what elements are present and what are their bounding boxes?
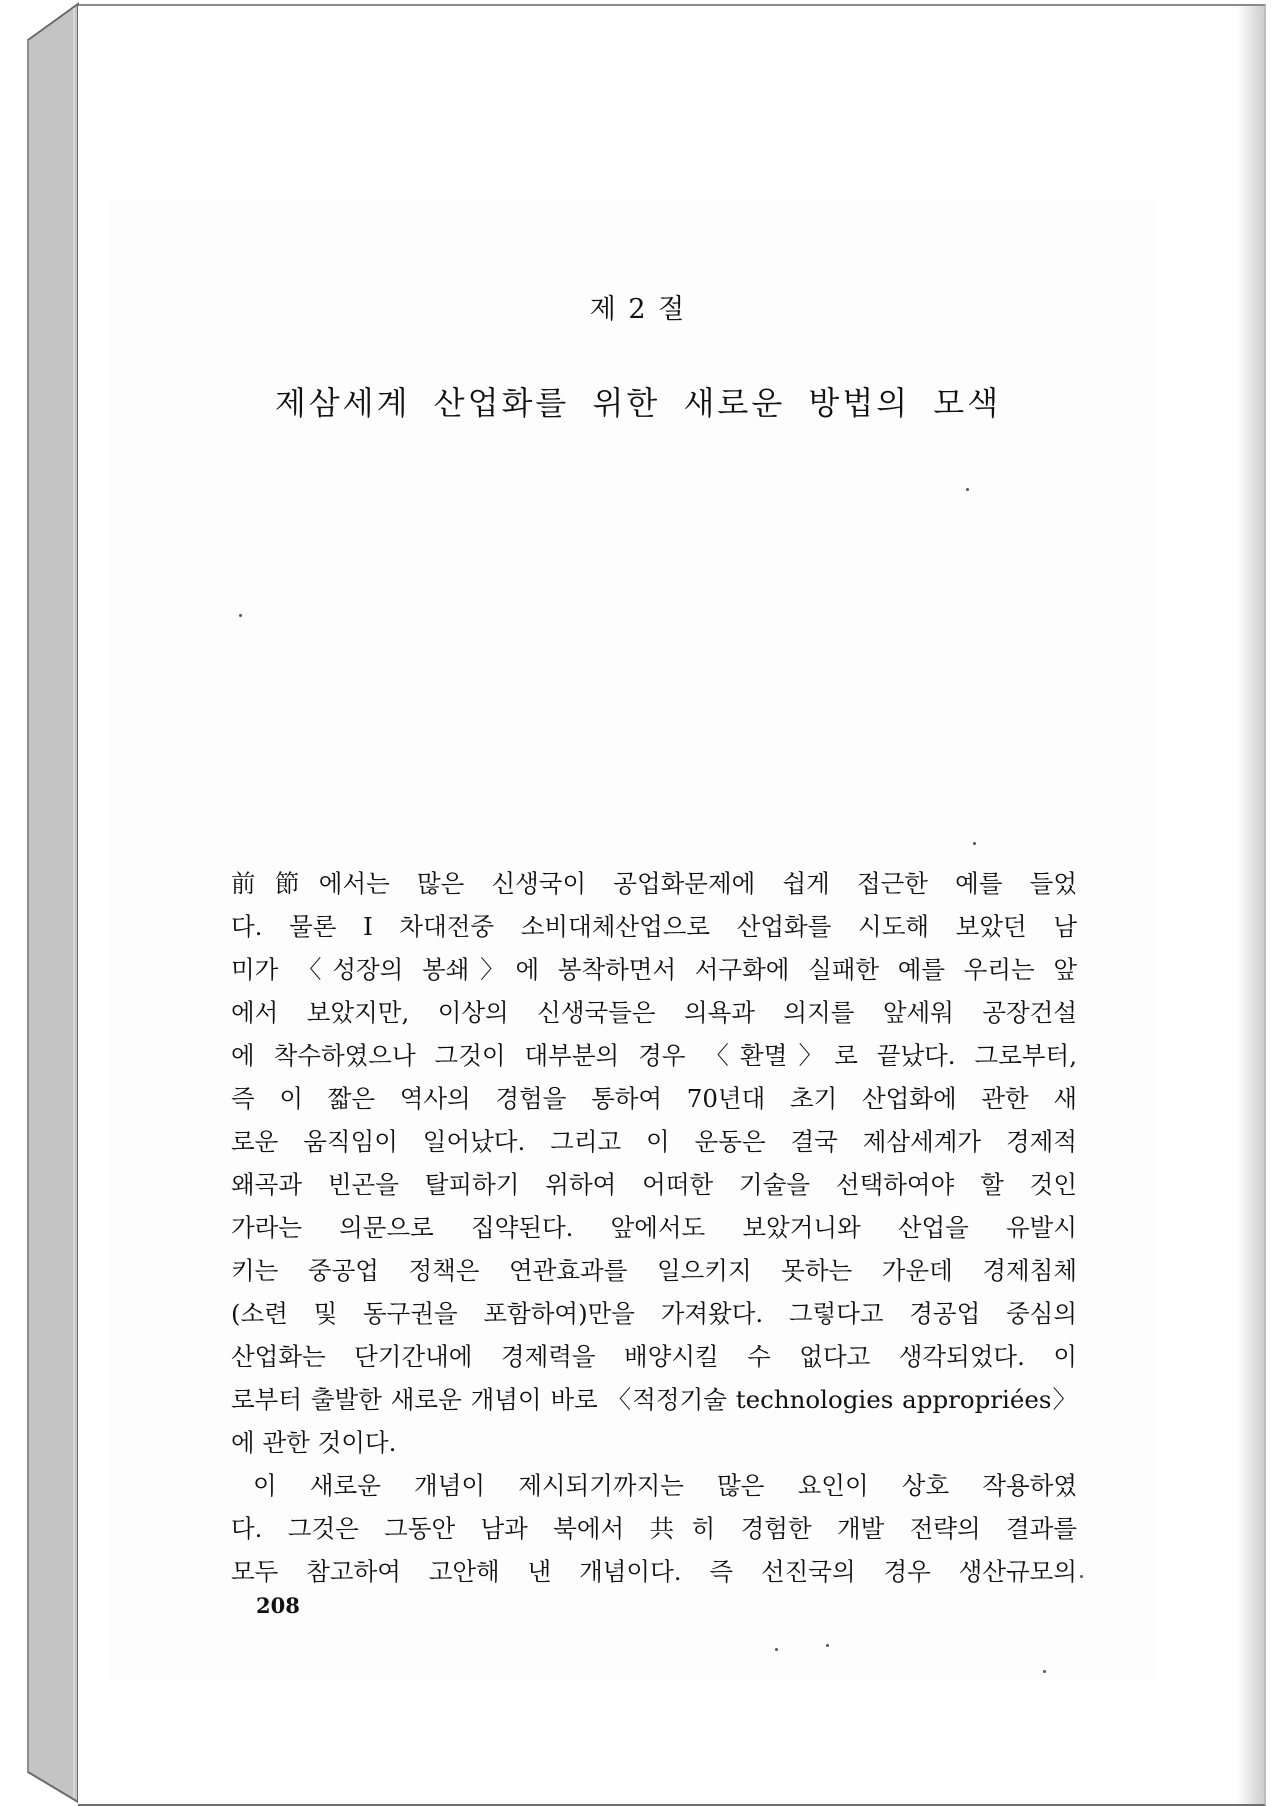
scan-speck <box>1043 1670 1046 1673</box>
text-line: 가라는 의문으로 집약된다. 앞에서도 보았거니와 산업을 유발시 <box>231 1213 1077 1242</box>
scan-speck <box>826 1644 829 1647</box>
text-line: 산업화는 단기간내에 경제력을 배양시킬 수 없다고 생각되었다. 이 <box>231 1342 1077 1371</box>
text-line: 이 새로운 개념이 제시되기까지는 많은 요인이 상호 작용하였 <box>253 1471 1077 1500</box>
text-line: 에 관한 것이다. <box>231 1428 397 1457</box>
text-line: 왜곡과 빈곤을 탈피하기 위하여 어떠한 기술을 선택하여야 할 것인 <box>231 1170 1077 1199</box>
section-number: 제 2 절 <box>589 294 687 325</box>
section-title: 제삼세계 산업화를 위한 새로운 방법의 모색 <box>274 384 1002 422</box>
text-line: (소련 및 동구권을 포함하여)만을 가져왔다. 그렇다고 경공업 중심의 <box>231 1299 1077 1328</box>
scan-speck <box>1080 1575 1083 1578</box>
text-line: 즉 이 짧은 역사의 경험을 통하여 70년대 초기 산업화에 관한 새 <box>231 1084 1077 1113</box>
text-line: 로부터 출발한 새로운 개념이 바로 〈적정기술 technologies appropriées〉 <box>231 1385 1077 1414</box>
text-line: 미가 〈성장의 봉쇄〉에 봉착하면서 서구화에 실패한 예를 우리는 앞 <box>231 955 1077 984</box>
text-line: 前節에서는 많은 신생국이 공업화문제에 쉽게 접근한 예를 들었 <box>231 869 1077 898</box>
body-text <box>231 862 1077 1593</box>
text-line: 모두 참고하여 고안해 낸 개념이다. 즉 선진국의 경우 생산규모의 <box>231 1557 1077 1586</box>
page-number: 208 <box>256 1593 300 1618</box>
page-edge-shadow <box>1236 6 1264 1804</box>
text-line: 에 착수하였으나 그것이 대부분의 경우 〈환멸〉로 끝났다. 그로부터, <box>231 1041 1077 1070</box>
text-line: 키는 중공업 정책은 연관효과를 일으키지 못하는 가운데 경제침체 <box>231 1256 1077 1285</box>
scan-speck <box>239 614 242 617</box>
book-spine <box>0 0 80 1806</box>
text-line: 에서 보았지만, 이상의 신생국들은 의욕과 의지를 앞세워 공장건설 <box>231 998 1077 1027</box>
scan-speck <box>966 488 969 491</box>
scan-speck <box>775 1648 778 1651</box>
text-line: 다. 그것은 그동안 남과 북에서 共히 경험한 개발 전략의 결과를 <box>231 1514 1077 1543</box>
scan-speck <box>973 842 976 845</box>
text-line: 다. 물론 I 차대전중 소비대체산업으로 산업화를 시도해 보았던 남 <box>231 912 1077 941</box>
text-line: 로운 움직임이 일어났다. 그리고 이 운동은 결국 제삼세계가 경제적 <box>231 1127 1077 1156</box>
